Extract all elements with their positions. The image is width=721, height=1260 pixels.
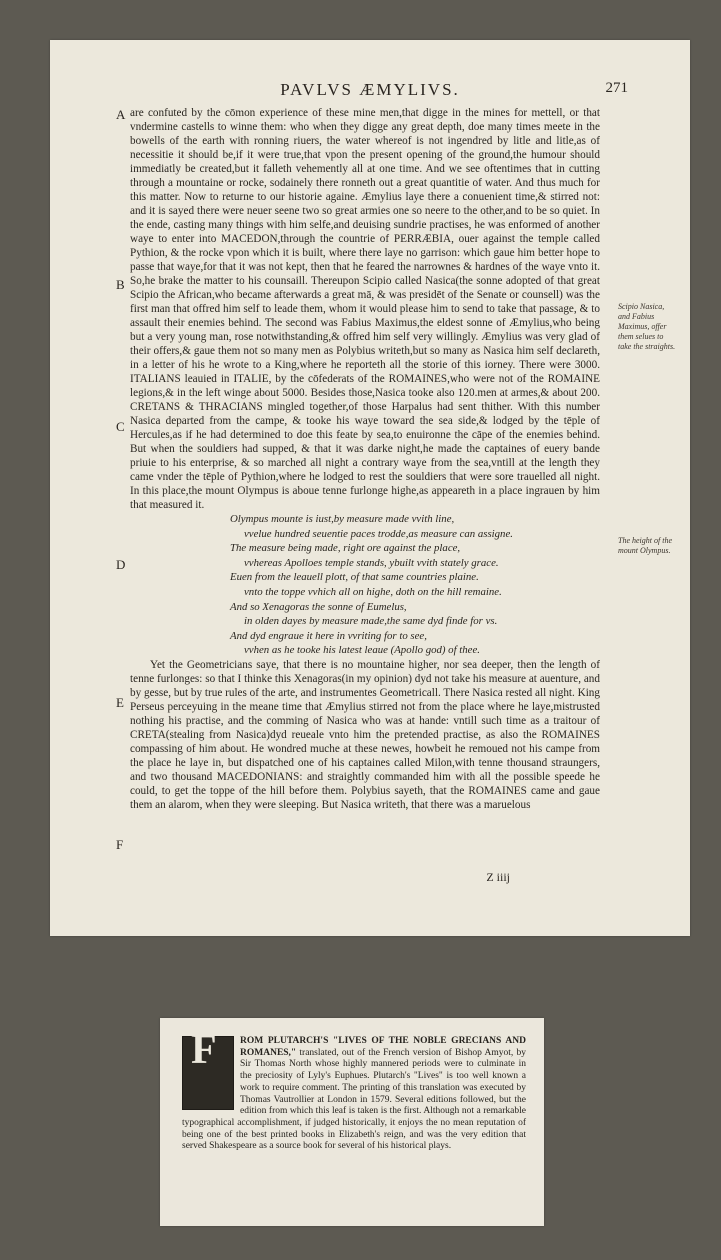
woodcut-initial xyxy=(182,1027,234,1110)
poem-line: Euen from the leauell plott, of that same countries plaine. xyxy=(230,571,479,584)
paragraph-1: are confuted by the cōmon experience of these mine men,that digge in the mines for mettell, or that vndermine castells to winne them: who when they digge any great depth, doe many times meete in the bowells of the earth with ronning riuers, the water whereof is not ingendred by litle and litle,as of necessitie it should be,if it were true,that vpon the present opening of the ground,the humour should immediatly be created,but it falleth vehemently all at one time. And we see oftentimes that in cutting through a mountaine or rocke, sodainely there ronneth out a great quantitie of water. And thus much for this matter. Now to returne to our historie againe. Æmylius laye there a conuenient time,& stirred not: and it is sayed there were neuer seene two so great armies one so neere to the other,and to be so quiet. In the ende, casting many things with him selfe,and deuising sundrie practises, he was enformed of another waye to enter into MACEDON,through the countrie of PERRÆBIA, ouer against the temple called Pythion, & the rocke vpon which it is built, where there laye no garrison: which gaue him better hope to passe that waye,for that it was not kept, then that he feared the narrownes & hardnes of the waye vnto it. So,he brake the matter to his counsaill. Thereupon Scipio called Nasica(the sonne adopted of that great Scipio the African,who became afterwards a great mā, & was presidēt of the Senate or counsell) was the first man that offred him self to leade them, whom it would please him to send to take that passage, & to assault their enemies behind. The second was Fabius Maximus,the eldest sonne of Æmylius,who being but a very young man, rose notwithstanding,& offred him self very willingly. Æmylius was very glad of their offers,& gaue them not so many men as Polybius writeth,but so many as Nasica him self declareth, in a letter of his he wrote to a King,where he reporteth all the storie of this iorney. There were 3000. ITALIANS leauied in ITALIE, by the cōfederats of the ROMAINES,who were not of the ROMAINE legions,& in the left winge about 5000. Besides those,Nasica tooke also 120.men at armes,& about 200. CRETANS & THRACIANS mingled together,of those Harpalus had sent thither. With this number Nasica departed from the campe, & tooke his waye toward the sea side,& lodged by the tēple of Hercules,as if he had determined to doe this feate by sea,to enuironne the cāpe of the enemies behind. But when the souldiers had supped, & that it was darke night,he made the captaines of euery bande priuie to his enterprise, & so marched all night a contrary waye from the sea,vntill at the length they came vnder the tēple of Pythion,where he lodged to rest the souldiers that were sore trauelled all night. In this place,the mount Olympus is aboue tenne furlonge highe,as appeareth in a place ingrauen by him that measured it. xyxy=(130,107,600,511)
poem-line: And dyd engraue it here in vvriting for to see, xyxy=(230,629,427,642)
sidenote-olympus: The height of the mount Olympus. xyxy=(618,536,672,555)
poem-line: in olden dayes by measure made,the same dyd finde for vs. xyxy=(244,615,498,628)
signature-mark: Z iiij xyxy=(486,870,510,884)
margin-letter-d: D xyxy=(116,557,126,572)
paragraph-2: Yet the Geometricians saye, that there is no mountaine higher, nor sea deeper, then the length of tenne furlonges: so that I thinke this Xenagoras(in my opinion) dyd not take his measure at auenture, and by gesse, but by true rules of the arte, and instrumentes Geometricall. There Nasica rested all night. King Perseus perceyuing in the meane time that Æmylius stirred not from the place where he laye,mistrusted nothing his practise, and the comming of Nasica who was at hande: vntill such time as a traitour of CRETA(stealing from Nasica)dyd reueale vnto him the pretended practise, as also the ROMAINES compassing of him about. He wondred muche at these newes, howbeit he remoued not his campe from the place he laye in, but dispatched one of his captaines called Milon,with tenne thousand straungers, and two thousand MACEDONIANS: and straightly commanded him with all the possible speede he could, to get the toppe of the hill before them. Polybius sayeth, that the ROMAINES came and gaue them an alarom, when they were sleeping. But Nasica writeth, that there was a maruelous xyxy=(130,658,600,811)
poem-line: And so Xenagoras the sonne of Eumelus, xyxy=(230,600,407,613)
poem-line: vvelue hundred seuentie paces trodde,as measure can assigne. xyxy=(244,527,513,540)
poem-line: vvhereas Apolloes temple stands, ybuilt vvith stately grace. xyxy=(244,556,499,569)
margin-letter-a: A xyxy=(116,107,126,122)
card-lead: ROM PLUTARCH'S "LIVES OF THE NOBLE GRECIANS AND ROMANES," xyxy=(240,1036,526,1058)
poem-line: The measure being made, right ore against the place, xyxy=(230,542,461,555)
inscription-poem xyxy=(230,512,600,658)
margin-letter-c: C xyxy=(116,419,125,434)
woodcut-letter: F xyxy=(191,1027,217,1073)
book-leaf xyxy=(50,40,690,936)
poem-line: vvhen as he tooke his latest leaue (Apollo god) of thee. xyxy=(244,644,480,657)
margin-letter-b: B xyxy=(116,277,125,292)
description-card xyxy=(160,1018,544,1226)
poem-line: Olympus mounte is iust,by measure made vvith line, xyxy=(230,513,455,525)
card-text xyxy=(182,1027,526,1153)
margin-letter-e: E xyxy=(116,695,124,710)
poem-line: vnto the toppe vvhich all on highe, doth on the hill remaine. xyxy=(244,585,502,598)
text-block xyxy=(116,106,600,852)
running-head: PAVLVS ÆMYLIVS. xyxy=(280,80,460,99)
margin-letter-f: F xyxy=(116,837,124,852)
page-number: 271 xyxy=(605,80,628,96)
sidenote-scipio: Scipio Nasica, and Fabius Maximus, offer them selues to take the straights. xyxy=(618,302,676,351)
card-body: translated, out of the French version of Bishop Amyot, by Sir Thomas North whose highly mannered periods were to culminate in the preciosity of Lyly's Euphues. Plutarch's "Lives" is too well known a work to require comment. The printing of this translation was executed by Thomas Vautrollier at London in 1579. Several editions followed, but the edition from which this leaf is taken is the first. Although not a remarkable typographical accomplishment, if judged historically, it enjoys the no mean reputation of being one of the best printed books in Elizabeth's reign, and was the very edition that served Shakespeare as a source book for several of his historical plays. xyxy=(182,1047,526,1152)
